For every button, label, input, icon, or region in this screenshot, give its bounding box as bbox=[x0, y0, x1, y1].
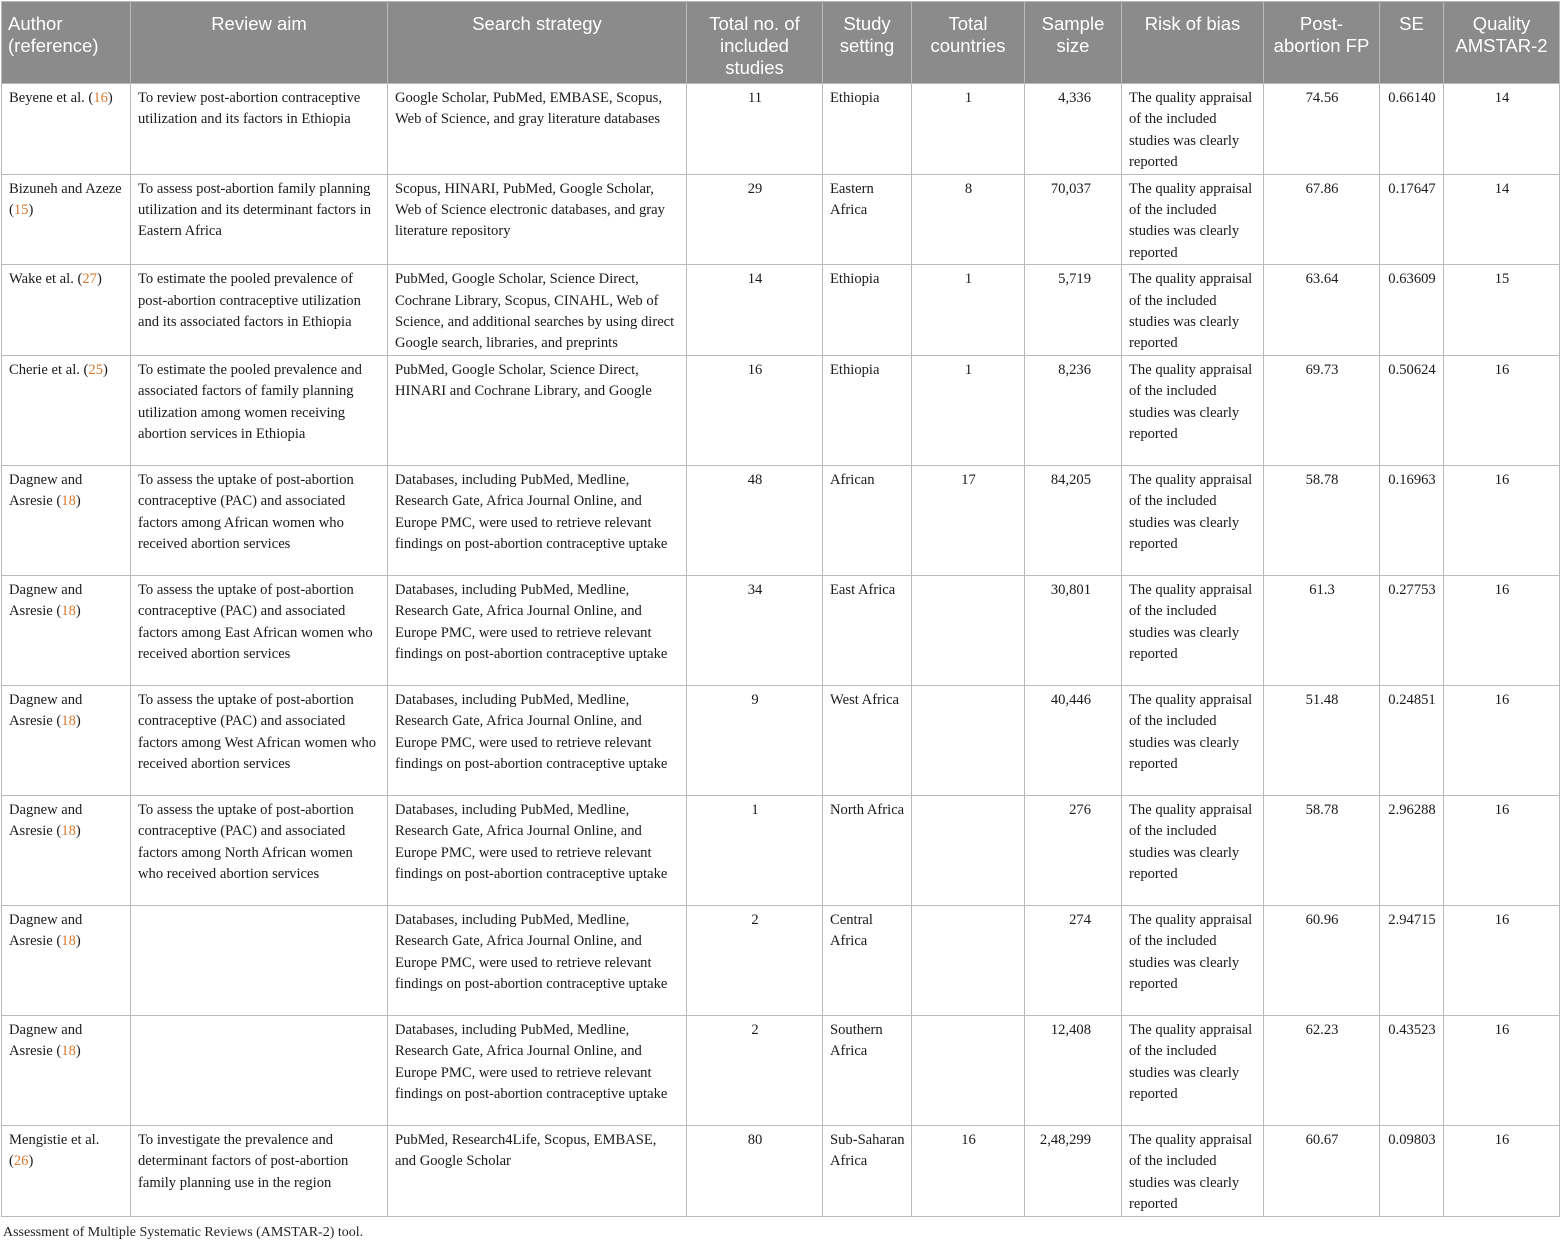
reference-link[interactable]: 18 bbox=[61, 933, 76, 950]
total-countries-cell bbox=[912, 1015, 1025, 1125]
author-name: Dagnew and Asresie ( bbox=[9, 581, 83, 620]
author-name: Dagnew and Asresie ( bbox=[9, 471, 83, 510]
sample-size-cell: 70,037 bbox=[1025, 174, 1122, 265]
col-header-author: Author (reference) bbox=[2, 2, 131, 84]
included-studies-cell: 16 bbox=[687, 355, 823, 465]
review-aim-cell bbox=[131, 1015, 388, 1125]
search-strategy-cell: PubMed, Google Scholar, Science Direct, Cochrane Library, Scopus, CINAHL, Web of Science, and additional searches by using direct Google search, libraries, and preprints bbox=[388, 265, 687, 356]
search-strategy-cell: Databases, including PubMed, Medline, Research Gate, Africa Journal Online, and Europe PMC, were used to retrieve relevant findings on post-abortion contraceptive uptake bbox=[388, 795, 687, 905]
review-aim-cell: To review post-abortion contraceptive utilization and its factors in Ethiopia bbox=[131, 84, 388, 175]
review-aim-cell bbox=[131, 905, 388, 1015]
table-row bbox=[2, 1125, 1560, 1216]
included-studies-cell: 34 bbox=[687, 575, 823, 685]
col-header-fp: Post-abortion FP bbox=[1264, 2, 1380, 84]
table-row bbox=[2, 265, 1560, 356]
risk-of-bias-cell: The quality appraisal of the included studies was clearly reported bbox=[1122, 84, 1264, 175]
search-strategy-cell: PubMed, Research4Life, Scopus, EMBASE, and Google Scholar bbox=[388, 1125, 687, 1216]
author-name: Wake et al. ( bbox=[9, 271, 83, 288]
risk-of-bias-cell: The quality appraisal of the included studies was clearly reported bbox=[1122, 355, 1264, 465]
study-setting-cell: Ethiopia bbox=[823, 84, 912, 175]
col-header-setting: Study setting bbox=[823, 2, 912, 84]
total-countries-cell: 8 bbox=[912, 174, 1025, 265]
col-header-sample: Sample size bbox=[1025, 2, 1122, 84]
study-setting-cell: Central Africa bbox=[823, 905, 912, 1015]
author-cell: Dagnew and Asresie (18) bbox=[2, 685, 131, 795]
table-row bbox=[2, 1015, 1560, 1125]
table-row bbox=[2, 465, 1560, 575]
amstar-quality-cell: 14 bbox=[1444, 84, 1560, 175]
se-cell: 0.43523 bbox=[1380, 1015, 1444, 1125]
total-countries-cell bbox=[912, 795, 1025, 905]
author-cell: Dagnew and Asresie (18) bbox=[2, 465, 131, 575]
reference-link[interactable]: 26 bbox=[13, 1153, 29, 1170]
col-header-studies: Total no. of included studies bbox=[687, 2, 823, 84]
col-header-se: SE bbox=[1380, 2, 1444, 84]
search-strategy-cell: Databases, including PubMed, Medline, Research Gate, Africa Journal Online, and Europe PMC, were used to retrieve relevant findings on post-abortion contraceptive uptake bbox=[388, 465, 687, 575]
author-name: Mengistie et al. ( bbox=[9, 1131, 100, 1170]
included-studies-cell: 14 bbox=[687, 265, 823, 356]
sample-size-cell: 40,446 bbox=[1025, 685, 1122, 795]
author-name: Beyene et al. ( bbox=[9, 90, 94, 106]
risk-of-bias-cell: The quality appraisal of the included studies was clearly reported bbox=[1122, 795, 1264, 905]
study-setting-cell: North Africa bbox=[823, 795, 912, 905]
sample-size-cell: 84,205 bbox=[1025, 465, 1122, 575]
author-name: Cherie et al. ( bbox=[9, 361, 89, 378]
table-row bbox=[2, 905, 1560, 1015]
included-studies-cell: 9 bbox=[687, 685, 823, 795]
study-setting-cell: Eastern Africa bbox=[823, 174, 912, 265]
review-aim-cell: To assess the uptake of post-abortion contraceptive (PAC) and associated factors among West African women who received abortion services bbox=[131, 685, 388, 795]
post-abortion-fp-cell: 60.96 bbox=[1264, 905, 1380, 1015]
se-cell: 2.94715 bbox=[1380, 905, 1444, 1015]
included-studies-cell: 80 bbox=[687, 1125, 823, 1216]
reference-link[interactable]: 18 bbox=[61, 1043, 76, 1060]
amstar-quality-cell: 16 bbox=[1444, 1015, 1560, 1125]
author-cell: Bizuneh and Azeze (15) bbox=[2, 174, 131, 265]
reference-link[interactable]: 27 bbox=[82, 271, 97, 288]
study-setting-cell: West Africa bbox=[823, 685, 912, 795]
total-countries-cell: 1 bbox=[912, 355, 1025, 465]
total-countries-cell: 16 bbox=[912, 1125, 1025, 1216]
study-setting-cell: Ethiopia bbox=[823, 355, 912, 465]
reference-link[interactable]: 18 bbox=[61, 713, 76, 730]
total-countries-cell bbox=[912, 685, 1025, 795]
post-abortion-fp-cell: 74.56 bbox=[1264, 84, 1380, 175]
author-cell: Dagnew and Asresie (18) bbox=[2, 575, 131, 685]
amstar-quality-cell: 16 bbox=[1444, 685, 1560, 795]
table-row bbox=[2, 795, 1560, 905]
post-abortion-fp-cell: 69.73 bbox=[1264, 355, 1380, 465]
se-cell: 0.09803 bbox=[1380, 1125, 1444, 1216]
included-studies-cell: 2 bbox=[687, 1015, 823, 1125]
risk-of-bias-cell: The quality appraisal of the included studies was clearly reported bbox=[1122, 265, 1264, 356]
col-header-bias: Risk of bias bbox=[1122, 2, 1264, 84]
col-header-aim: Review aim bbox=[131, 2, 388, 84]
amstar-quality-cell: 16 bbox=[1444, 465, 1560, 575]
search-strategy-cell: Databases, including PubMed, Medline, Research Gate, Africa Journal Online, and Europe PMC, were used to retrieve relevant findings on post-abortion contraceptive uptake bbox=[388, 1015, 687, 1125]
included-studies-cell: 48 bbox=[687, 465, 823, 575]
se-cell: 2.96288 bbox=[1380, 795, 1444, 905]
table-footnote: Assessment of Multiple Systematic Reviews (AMSTAR-2) tool. bbox=[3, 1225, 364, 1240]
risk-of-bias-cell: The quality appraisal of the included studies was clearly reported bbox=[1122, 685, 1264, 795]
se-cell: 0.66140 bbox=[1380, 84, 1444, 175]
reference-link[interactable]: 18 bbox=[61, 823, 76, 840]
review-aim-cell: To assess the uptake of post-abortion contraceptive (PAC) and associated factors among North African women who received abortion services bbox=[131, 795, 388, 905]
study-setting-cell: Southern Africa bbox=[823, 1015, 912, 1125]
post-abortion-fp-cell: 60.67 bbox=[1264, 1125, 1380, 1216]
search-strategy-cell: Databases, including PubMed, Medline, Research Gate, Africa Journal Online, and Europe PMC, were used to retrieve relevant findings on post-abortion contraceptive uptake bbox=[388, 685, 687, 795]
review-aim-cell: To assess post-abortion family planning utilization and its determinant factors in Eastern Africa bbox=[131, 174, 388, 265]
col-header-countries: Total countries bbox=[912, 2, 1025, 84]
author-cell: Cherie et al. (25) bbox=[2, 355, 131, 465]
review-aim-cell: To estimate the pooled prevalence of post-abortion contraceptive utilization and its associated factors in Ethiopia bbox=[131, 265, 388, 356]
reference-link[interactable]: 15 bbox=[13, 202, 29, 219]
se-cell: 0.17647 bbox=[1380, 174, 1444, 265]
author-cell: Wake et al. (27) bbox=[2, 265, 131, 356]
search-strategy-cell: Scopus, HINARI, PubMed, Google Scholar, Web of Science electronic databases, and gray literature repository bbox=[388, 174, 687, 265]
review-aim-cell: To investigate the prevalence and determinant factors of post-abortion family planning use in the region bbox=[131, 1125, 388, 1216]
table-row bbox=[2, 84, 1560, 175]
total-countries-cell: 1 bbox=[912, 265, 1025, 356]
se-cell: 0.63609 bbox=[1380, 265, 1444, 356]
author-cell: Dagnew and Asresie (18) bbox=[2, 795, 131, 905]
search-strategy-cell: Databases, including PubMed, Medline, Research Gate, Africa Journal Online, and Europe PMC, were used to retrieve relevant findings on post-abortion contraceptive uptake bbox=[388, 575, 687, 685]
sample-size-cell: 5,719 bbox=[1025, 265, 1122, 356]
amstar-quality-cell: 16 bbox=[1444, 575, 1560, 685]
study-setting-cell: Sub-Saharan Africa bbox=[823, 1125, 912, 1216]
search-strategy-cell: Google Scholar, PubMed, EMBASE, Scopus, Web of Science, and gray literature databases bbox=[388, 84, 687, 175]
review-aim-cell: To estimate the pooled prevalence and associated factors of family planning utilization among women receiving abortion services in Ethiopia bbox=[131, 355, 388, 465]
risk-of-bias-cell: The quality appraisal of the included studies was clearly reported bbox=[1122, 1015, 1264, 1125]
sample-size-cell: 12,408 bbox=[1025, 1015, 1122, 1125]
header-row bbox=[2, 2, 1560, 84]
author-cell: Dagnew and Asresie (18) bbox=[2, 1015, 131, 1125]
amstar-quality-cell: 15 bbox=[1444, 265, 1560, 356]
study-setting-cell: African bbox=[823, 465, 912, 575]
total-countries-cell: 17 bbox=[912, 465, 1025, 575]
table-row bbox=[2, 174, 1560, 265]
sample-size-cell: 4,336 bbox=[1025, 84, 1122, 175]
sample-size-cell: 8,236 bbox=[1025, 355, 1122, 465]
reference-link[interactable]: 18 bbox=[61, 493, 76, 510]
post-abortion-fp-cell: 51.48 bbox=[1264, 685, 1380, 795]
amstar-quality-cell: 16 bbox=[1444, 1125, 1560, 1216]
se-cell: 0.16963 bbox=[1380, 465, 1444, 575]
risk-of-bias-cell: The quality appraisal of the included studies was clearly reported bbox=[1122, 1125, 1264, 1216]
author-cell: Beyene et al. (16) bbox=[2, 84, 131, 175]
reference-link[interactable]: 16 bbox=[93, 90, 108, 106]
amstar-quality-cell: 16 bbox=[1444, 905, 1560, 1015]
total-countries-cell bbox=[912, 575, 1025, 685]
author-cell: Dagnew and Asresie (18) bbox=[2, 905, 131, 1015]
post-abortion-fp-cell: 63.64 bbox=[1264, 265, 1380, 356]
post-abortion-fp-cell: 61.3 bbox=[1264, 575, 1380, 685]
post-abortion-fp-cell: 67.86 bbox=[1264, 174, 1380, 265]
amstar-quality-cell: 14 bbox=[1444, 174, 1560, 265]
risk-of-bias-cell: The quality appraisal of the included studies was clearly reported bbox=[1122, 905, 1264, 1015]
total-countries-cell bbox=[912, 905, 1025, 1015]
author-cell: Mengistie et al. (26) bbox=[2, 1125, 131, 1216]
included-studies-cell: 11 bbox=[687, 84, 823, 175]
included-studies-cell: 2 bbox=[687, 905, 823, 1015]
author-name: Dagnew and Asresie ( bbox=[9, 911, 83, 950]
author-name: Dagnew and Asresie ( bbox=[9, 1021, 83, 1060]
included-studies-cell: 1 bbox=[687, 795, 823, 905]
author-name: Dagnew and Asresie ( bbox=[9, 801, 83, 840]
sample-size-cell: 276 bbox=[1025, 795, 1122, 905]
review-aim-cell: To assess the uptake of post-abortion contraceptive (PAC) and associated factors among East African women who received abortion services bbox=[131, 575, 388, 685]
reference-link[interactable]: 25 bbox=[88, 361, 104, 378]
author-name: Dagnew and Asresie ( bbox=[9, 691, 83, 730]
col-header-quality: Quality AMSTAR-2 bbox=[1444, 2, 1560, 84]
review-aim-cell: To assess the uptake of post-abortion contraceptive (PAC) and associated factors among African women who received abortion services bbox=[131, 465, 388, 575]
post-abortion-fp-cell: 58.78 bbox=[1264, 795, 1380, 905]
table-row bbox=[2, 355, 1560, 465]
sample-size-cell: 274 bbox=[1025, 905, 1122, 1015]
se-cell: 0.27753 bbox=[1380, 575, 1444, 685]
amstar-quality-cell: 16 bbox=[1444, 795, 1560, 905]
se-cell: 0.50624 bbox=[1380, 355, 1444, 465]
total-countries-cell: 1 bbox=[912, 84, 1025, 175]
table-row bbox=[2, 685, 1560, 795]
study-setting-cell: Ethiopia bbox=[823, 265, 912, 356]
post-abortion-fp-cell: 58.78 bbox=[1264, 465, 1380, 575]
reviews-table bbox=[1, 1, 1560, 1217]
author-name: Bizuneh and Azeze ( bbox=[9, 180, 122, 219]
risk-of-bias-cell: The quality appraisal of the included studies was clearly reported bbox=[1122, 174, 1264, 265]
included-studies-cell: 29 bbox=[687, 174, 823, 265]
table-row bbox=[2, 575, 1560, 685]
reference-link[interactable]: 18 bbox=[61, 603, 76, 620]
se-cell: 0.24851 bbox=[1380, 685, 1444, 795]
post-abortion-fp-cell: 62.23 bbox=[1264, 1015, 1380, 1125]
risk-of-bias-cell: The quality appraisal of the included studies was clearly reported bbox=[1122, 575, 1264, 685]
sample-size-cell: 2,48,299 bbox=[1025, 1125, 1122, 1216]
col-header-search: Search strategy bbox=[388, 2, 687, 84]
sample-size-cell: 30,801 bbox=[1025, 575, 1122, 685]
study-setting-cell: East Africa bbox=[823, 575, 912, 685]
amstar-quality-cell: 16 bbox=[1444, 355, 1560, 465]
risk-of-bias-cell: The quality appraisal of the included studies was clearly reported bbox=[1122, 465, 1264, 575]
search-strategy-cell: PubMed, Google Scholar, Science Direct, HINARI and Cochrane Library, and Google bbox=[388, 355, 687, 465]
search-strategy-cell: Databases, including PubMed, Medline, Research Gate, Africa Journal Online, and Europe PMC, were used to retrieve relevant findings on post-abortion contraceptive uptake bbox=[388, 905, 687, 1015]
